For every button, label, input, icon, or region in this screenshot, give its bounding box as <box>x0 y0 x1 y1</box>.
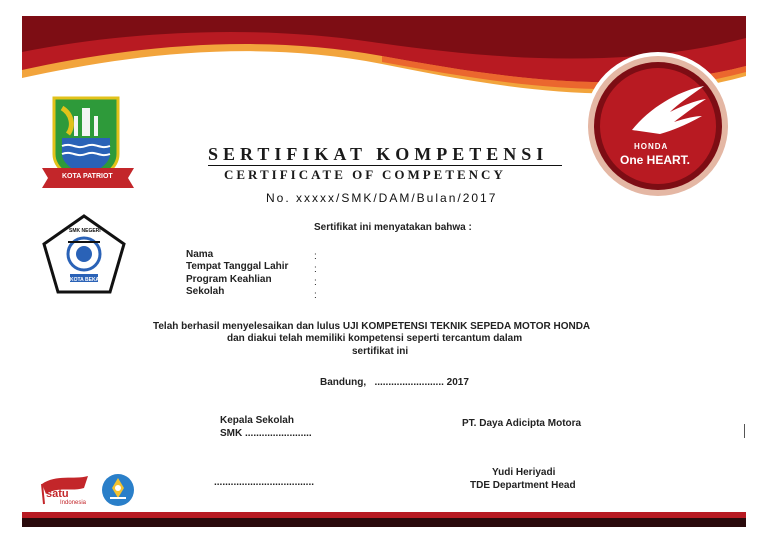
honda-brand-text: HONDA <box>634 142 669 151</box>
place-date: Bandung, ......................... 2017 <box>320 377 469 388</box>
principal-signature-line: .................................... <box>214 477 315 488</box>
satu-indonesia-logo <box>38 474 94 510</box>
kota-emblem <box>40 94 136 196</box>
school-emblem <box>42 214 126 294</box>
honda-logo <box>582 50 734 202</box>
field-colon-name: : <box>314 251 317 262</box>
honda-slogan-text: One HEART. <box>620 153 691 167</box>
field-label-name: Nama <box>186 249 214 260</box>
field-label-program: Program Keahlian <box>186 274 272 285</box>
bottom-bar-dark <box>22 518 746 527</box>
school-top-text: SMK NEGERI <box>69 228 101 234</box>
certificate-intro: Sertifikat ini menyatakan bahwa : <box>314 222 472 233</box>
tut-wuri-logo <box>100 472 136 508</box>
certificate-page <box>22 16 746 527</box>
principal-title: Kepala Sekolah <box>220 415 294 426</box>
field-colon-school: : <box>314 290 317 301</box>
certificate-number: No. xxxxx/SMK/DAM/Bulan/2017 <box>266 191 498 205</box>
field-colon-birth: : <box>314 264 317 275</box>
statement-line-1: Telah berhasil menyelesaikan dan lulus UJI KOMPETENSI TEKNIK SEPEDA MOTOR HONDA <box>153 321 591 332</box>
field-label-school: Sekolah <box>186 286 225 297</box>
title-english: CERTIFICATE OF COMPETENCY <box>224 167 506 182</box>
signer-name: Yudi Heriyadi <box>492 467 556 478</box>
title-indonesian: SERTIFIKAT KOMPETENSI <box>208 144 549 164</box>
principal-school: SMK ........................ <box>220 428 312 439</box>
edge-mark <box>744 424 745 438</box>
kota-ribbon-text: KOTA PATRIOT <box>62 173 113 180</box>
satu-text: satu <box>46 488 69 500</box>
field-label-birth: Tempat Tanggal Lahir <box>186 261 289 272</box>
field-colon-program: : <box>314 277 317 288</box>
statement-line-2: dan diakui telah memiliki kompetensi seperti tercantum dalam <box>227 333 523 344</box>
title-underline <box>208 165 562 166</box>
signer-role: TDE Department Head <box>470 480 576 491</box>
statement-line-3: sertifikat ini <box>352 346 409 357</box>
company-name: PT. Daya Adicipta Motora <box>462 418 582 429</box>
satu-sub-text: Indonesia <box>60 500 87 506</box>
school-bottom-text: KOTA BEKASI <box>70 277 104 283</box>
